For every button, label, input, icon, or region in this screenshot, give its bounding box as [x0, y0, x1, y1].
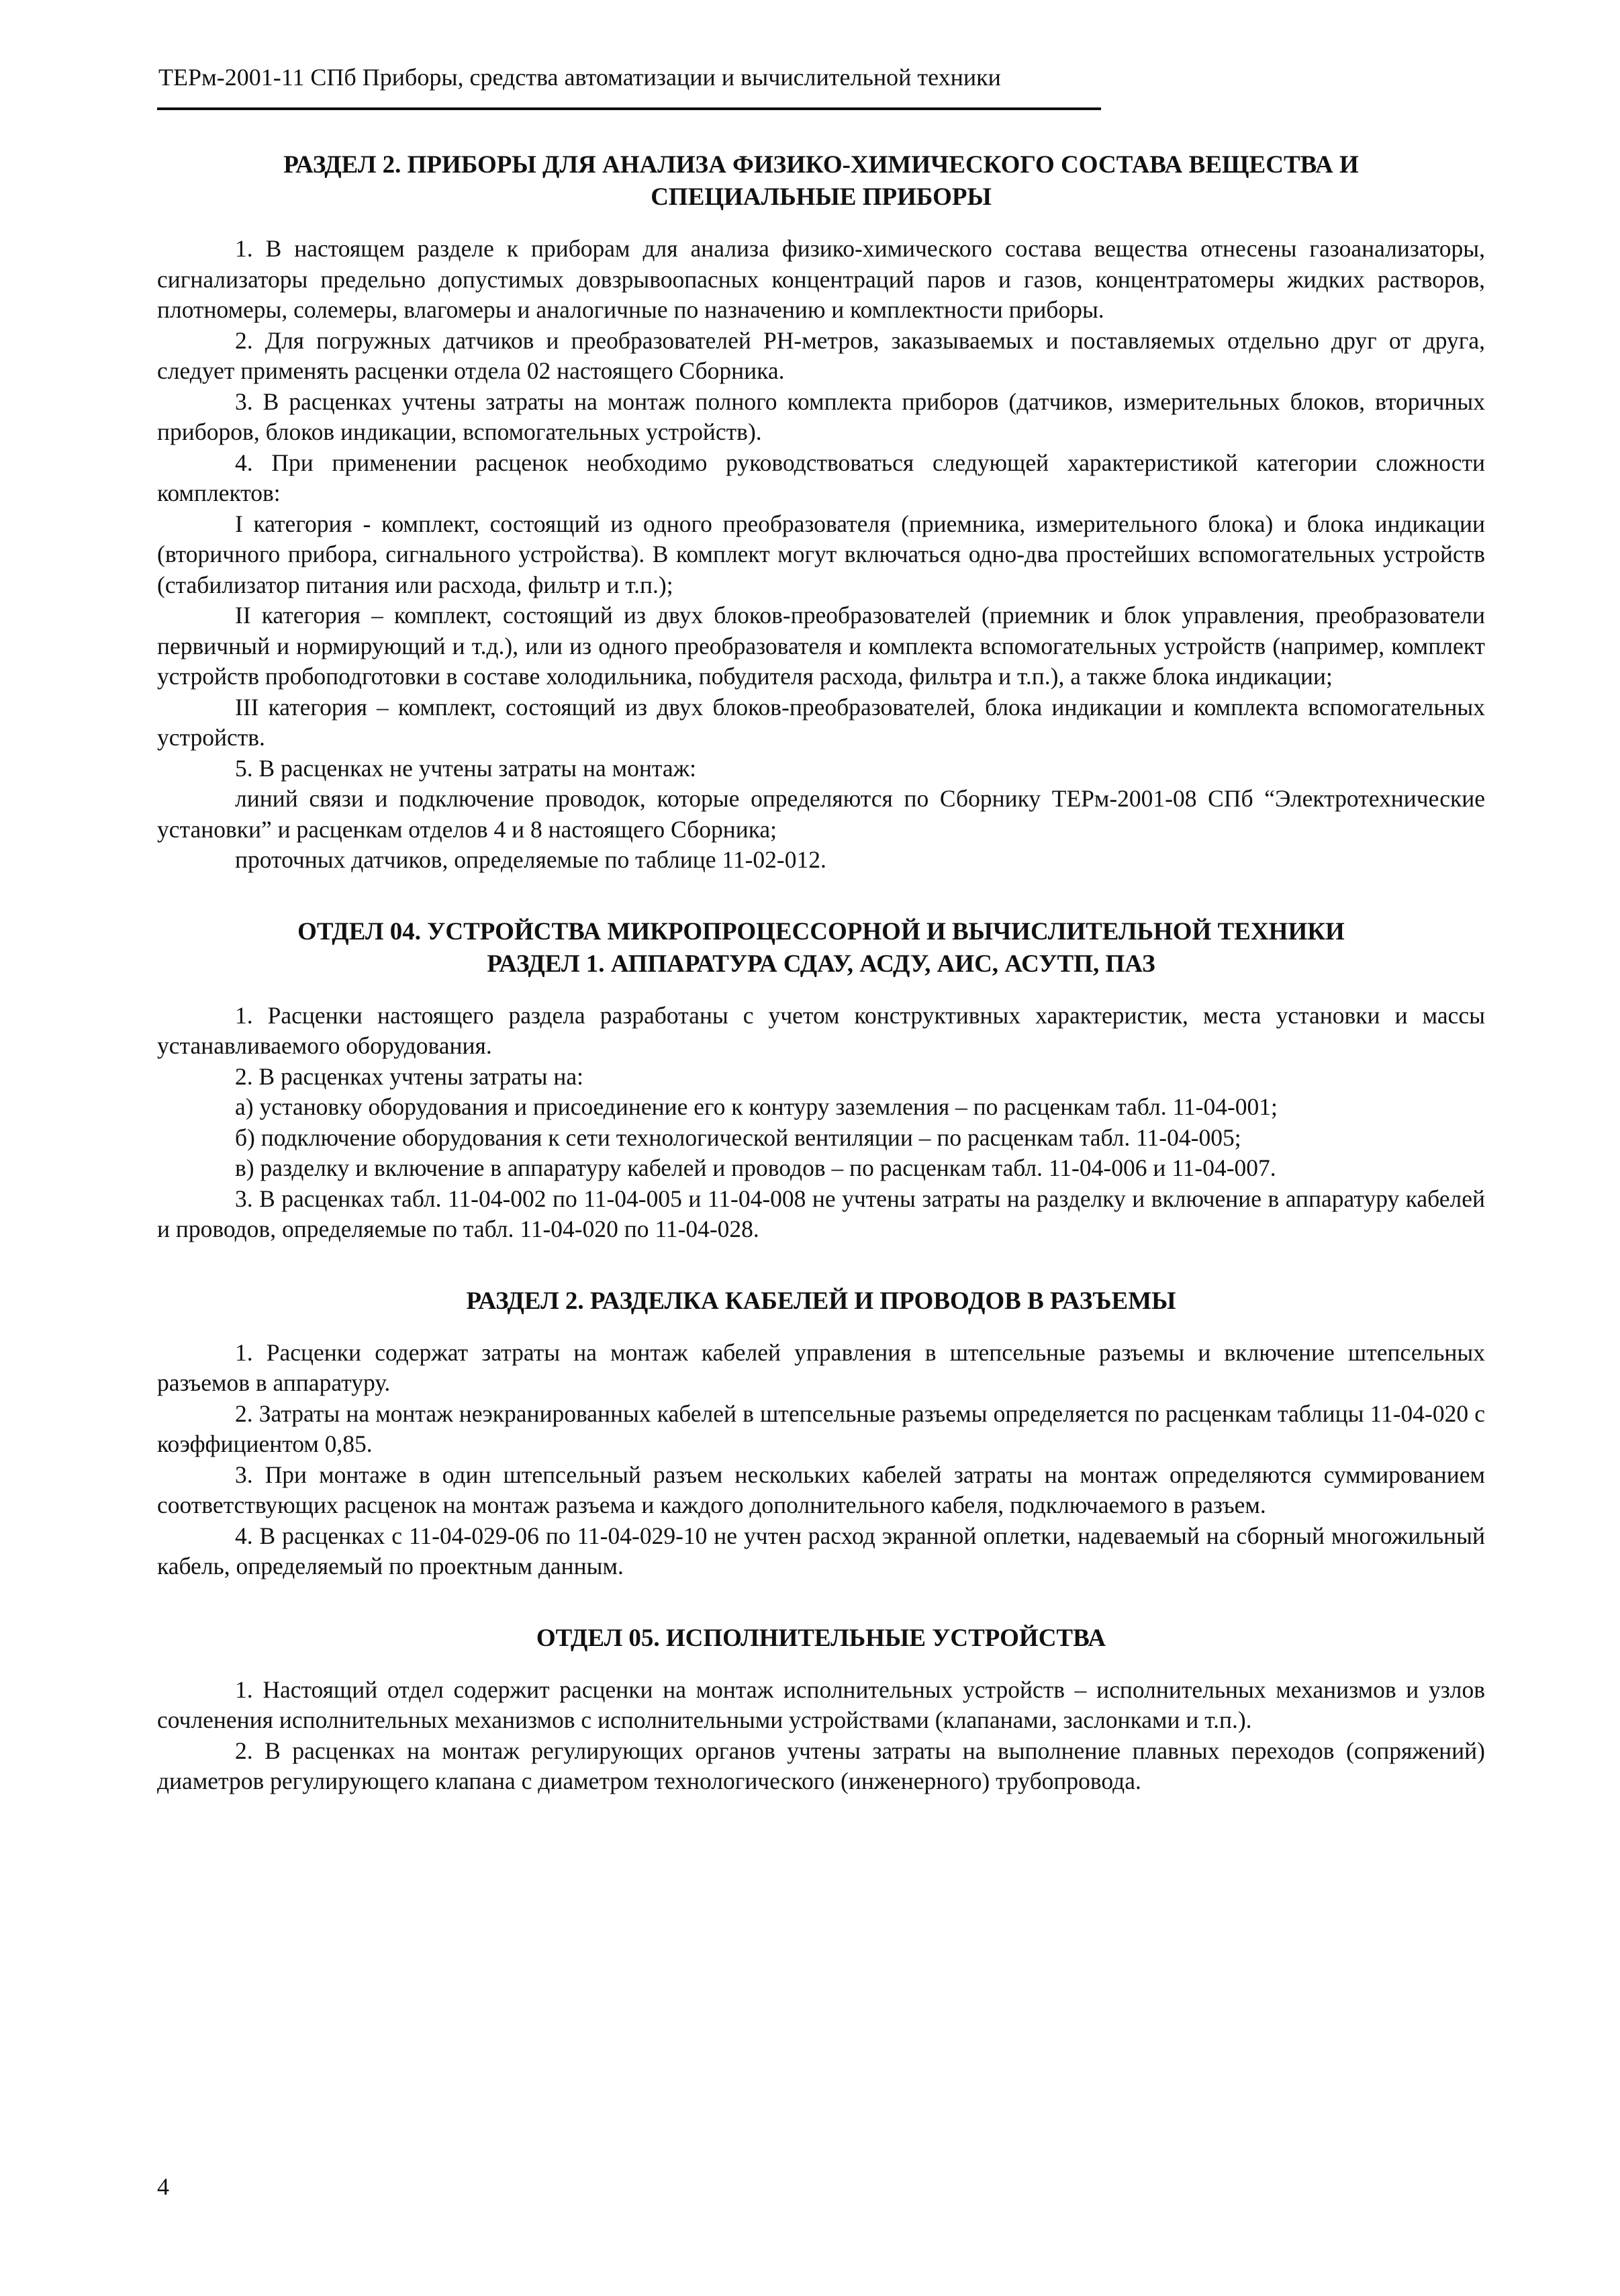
paragraph: 2. Для погружных датчиков и преобразователей РН-метров, заказываемых и поставляемых отдельно друг от друга, следует применять расценки отдела 02 настоящего Сборника. — [157, 326, 1485, 384]
section-actuators — [157, 1622, 1485, 1797]
paragraph: б) подключение оборудования к сети технологической вентиляции – по расценкам табл. 11-04-005; — [235, 1123, 1241, 1151]
heading-line: РАЗДЕЛ 2. РАЗДЕЛКА КАБЕЛЕЙ И ПРОВОДОВ В РАЗЪЕМЫ — [466, 1287, 1176, 1315]
paragraph: 5. В расценках не учтены затраты на монтаж: — [235, 754, 696, 782]
heading-line: РАЗДЕЛ 1. АППАРАТУРА СДАУ, АСДУ, АИС, АСУТП, ПАЗ — [487, 950, 1155, 978]
section-cable-connectors — [157, 1285, 1485, 1582]
paragraph: 2. Затраты на монтаж неэкранированных кабелей в штепсельные разъемы определяется по расценкам таблицы 11-04-020 с коэффициентом 0,85. — [157, 1399, 1485, 1457]
section-instruments-analysis — [157, 149, 1485, 876]
paragraph: 4. В расценках с 11-04-029-06 по 11-04-029-10 не учтен расход экранной оплетки, надеваемый на сборный многожильный кабель, определяемый по проектным данным. — [157, 1522, 1485, 1579]
section-heading — [157, 1622, 1485, 1655]
heading-line: ОТДЕЛ 04. УСТРОЙСТВА МИКРОПРОЦЕССОРНОЙ И ВЫЧИСЛИТЕЛЬНОЙ ТЕХНИКИ — [297, 917, 1345, 946]
paragraph: 1. Расценки настоящего раздела разработаны с учетом конструктивных характеристик, места установки и массы устанавливаемого оборудования. — [157, 1001, 1485, 1059]
document-body — [157, 149, 1485, 1797]
spacer — [157, 1655, 1485, 1675]
section-heading — [157, 916, 1485, 980]
paragraph: 4. При применении расценок необходимо руководствоваться следующей характеристикой категории сложности комплектов: — [157, 449, 1485, 506]
heading-line: СПЕЦИАЛЬНЫЕ ПРИБОРЫ — [651, 183, 992, 211]
paragraph: а) установку оборудования и присоединение его к контуру заземления – по расценкам табл. 11-04-001; — [235, 1093, 1278, 1120]
paragraph: 2. В расценках на монтаж регулирующих органов учтены затраты на выполнение плавных переходов (сопряжений) диаметров регулирующего клапана с диаметром технологического (инженерного) трубопровода. — [157, 1737, 1485, 1794]
paragraph: I категория - комплект, состоящий из одного преобразователя (приемника, измерительного блока) и блока индикации (вторичного прибора, сигнального устройства). В комплект могут включаться одно-два простейших вспомогательных устройств (стабилизатор питания или расхода, фильтр и т.п.); — [157, 510, 1485, 598]
paragraph: 3. В расценках учтены затраты на монтаж полного комплекта приборов (датчиков, измерительных блоков, вторичных приборов, блоков индикации, вспомогательных устройств). — [157, 387, 1485, 445]
paragraph: III категория – комплект, состоящий из двух блоков-преобразователей, блока индикации и комплекта вспомогательных устройств. — [157, 693, 1485, 751]
paragraph: 1. Настоящий отдел содержит расценки на монтаж исполнительных устройств – исполнительных механизмов и узлов сочленения исполнительных механизмов с исполнительными устройствами (клапанами, заслонками и т.п.). — [157, 1675, 1485, 1733]
paragraph: 3. При монтаже в один штепсельный разъем нескольких кабелей затраты на монтаж определяются суммированием соответствующих расценок на монтаж разъема и каждого дополнительного кабеля, подключаемого в разъем. — [157, 1461, 1485, 1518]
page-number: 4 — [157, 2173, 169, 2200]
heading-line: ОТДЕЛ 05. ИСПОЛНИТЕЛЬНЫЕ УСТРОЙСТВА — [536, 1624, 1106, 1652]
paragraph: проточных датчиков, определяемые по таблице 11-02-012. — [235, 846, 826, 873]
paragraph: 1. В настоящем разделе к приборам для анализа физико-химического состава вещества отнесены газоанализаторы, сигнализаторы предельно допустимых довзрывоопасных концентраций паров и газов, концентратомеры жидких растворов, плотномеры, солемеры, влагомеры и аналогичные по назначению и комплектности приборы. — [157, 235, 1485, 323]
paragraph: 3. В расценках табл. 11-04-002 по 11-04-005 и 11-04-008 не учтены затраты на разделку и включение в аппаратуру кабелей и проводов, определяемые по табл. 11-04-020 по 11-04-028. — [157, 1185, 1485, 1242]
header-rule — [157, 107, 1101, 110]
paragraph: II категория – комплект, состоящий из двух блоков-преобразователей (приемник и блок управления, преобразователи первичный и нормирующий и т.д.), или из одного преобразователя и комплекта вспомогательных устройств (например, комплект устройств пробоподготовки в составе холодильника, побудителя расхода, фильтра и т.п.), а также блока индикации; — [157, 602, 1485, 690]
spacer — [157, 1318, 1485, 1338]
spacer — [157, 1582, 1485, 1622]
spacer — [157, 980, 1485, 1001]
paragraph: 1. Расценки содержат затраты на монтаж кабелей управления в штепсельные разъемы и включение штепсельных разъемов в аппаратуру. — [157, 1338, 1485, 1396]
spacer — [157, 1245, 1485, 1285]
section-microprocessor-devices — [157, 916, 1485, 1245]
paragraph: 2. В расценках учтены затраты на: — [235, 1062, 584, 1090]
running-header: ТЕРм-2001-11 СПб Приборы, средства автоматизации и вычислительной техники — [158, 64, 1001, 91]
spacer — [157, 876, 1485, 916]
section-heading — [157, 1285, 1485, 1318]
paragraph: в) разделку и включение в аппаратуру кабелей и проводов – по расценкам табл. 11-04-006 и 11-04-007. — [235, 1154, 1276, 1181]
spacer — [157, 214, 1485, 234]
section-heading — [157, 149, 1485, 214]
paragraph: линий связи и подключение проводок, которые определяются по Сборнику ТЕРм-2001-08 СПб “Электротехнические установки” и расценкам отделов 4 и 8 настоящего Сборника; — [157, 785, 1485, 843]
heading-line: РАЗДЕЛ 2. ПРИБОРЫ ДЛЯ АНАЛИЗА ФИЗИКО-ХИМИЧЕСКОГО СОСТАВА ВЕЩЕСТВА И — [283, 151, 1359, 179]
